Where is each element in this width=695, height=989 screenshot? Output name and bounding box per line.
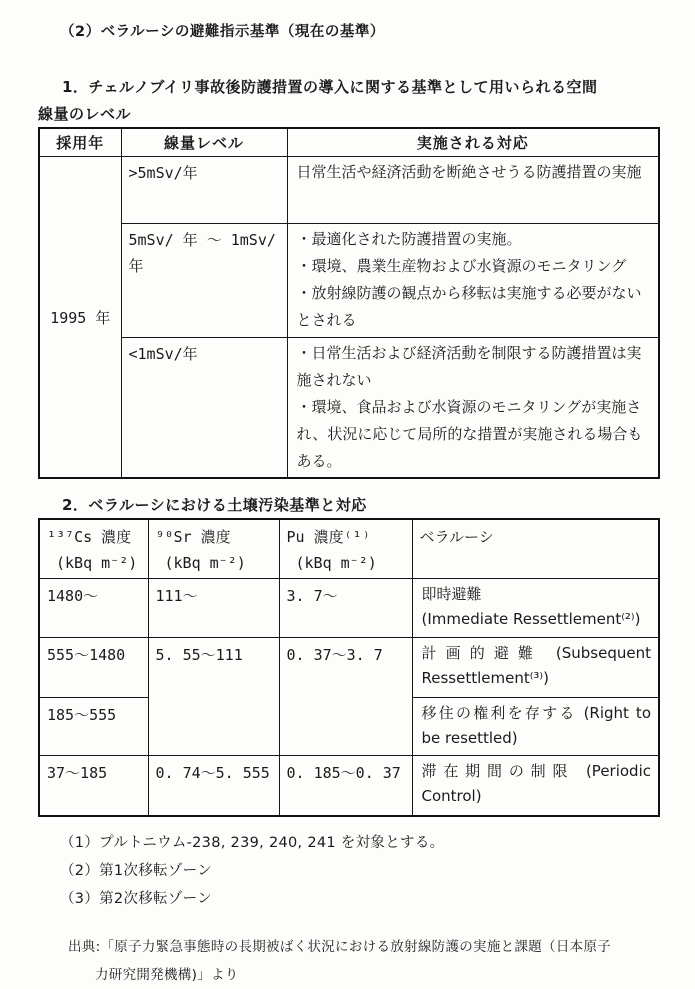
response-line: 日常生活や経済活動を断絶させうる防護措置の実施	[296, 163, 642, 181]
dose-level-cell: >5mSv/年	[121, 157, 287, 224]
measure-line: be resettled)	[421, 729, 518, 747]
measure-line: Ressettlement⁽³⁾)	[421, 669, 549, 687]
header-line: Pu 濃度⁽¹⁾	[286, 528, 371, 546]
belarus-measure-cell	[412, 698, 659, 756]
sr90-value-cell: 5. 55～111	[148, 638, 279, 756]
cs137-value-cell: 37～185	[39, 756, 148, 817]
dose-rate-criteria-table	[38, 127, 660, 479]
adoption-year-cell: 1995 年	[39, 157, 121, 479]
cs137-value-cell: 555～1480	[39, 638, 148, 698]
table2-row-periodic-control	[39, 756, 659, 817]
table2-header-belarus	[412, 519, 659, 579]
cs137-value-cell: 1480～	[39, 579, 148, 638]
response-cell	[287, 157, 659, 224]
table1-header-dose-level: 線量レベル	[121, 128, 287, 157]
belarus-measure-cell	[412, 756, 659, 817]
footnote-3: （3）第2次移転ゾーン	[60, 891, 212, 907]
cs137-value-cell: 185～555	[39, 698, 148, 756]
source-line-1: 出典:「原子力緊急事態時の長期被ばく状況における放射線防護の実施と課題（日本原子	[68, 939, 612, 955]
response-line: ・環境、農業生産物および水資源のモニタリング	[296, 257, 627, 275]
dose-level-cell: <1mSv/年	[121, 338, 287, 479]
header-line: ¹³⁷Cs 濃度	[47, 528, 132, 546]
section2-heading: 2．ベラルーシにおける土壌汚染基準と対応	[62, 496, 367, 514]
table1-header-row	[39, 128, 659, 157]
soil-contamination-table	[38, 518, 660, 817]
table2-header-cs137	[39, 519, 148, 579]
measure-line: 計画的避難 (Subsequent	[421, 644, 651, 662]
section1-heading-line2: 線量のレベル	[38, 105, 132, 123]
table1-row-gt5msv	[39, 157, 659, 224]
table2-row-subsequent	[39, 638, 659, 698]
header-line: (kBq m⁻²)	[295, 554, 377, 572]
measure-line: 滞在期間の制限 (Periodic	[421, 762, 651, 780]
section1-heading-line1: 1．チェルノブイリ事故後防護措置の導入に関する基準として用いられる空間	[62, 78, 598, 96]
table2-header-row	[39, 519, 659, 579]
response-cell	[287, 224, 659, 338]
table1-header-adoption-year: 採用年	[39, 128, 121, 157]
header-line: ⁹⁰Sr 濃度	[155, 528, 231, 546]
pu-value-cell: 3. 7～	[279, 579, 412, 638]
belarus-measure-cell	[412, 638, 659, 698]
header-line: ベラルーシ	[419, 528, 494, 546]
sr90-value-cell: 0. 74～5. 555	[148, 756, 279, 817]
footnote-1: （1）プルトニウム-238, 239, 240, 241 を対象とする。	[60, 835, 445, 851]
source-citation	[68, 933, 658, 989]
response-line: ・最適化された防護措置の実施。	[296, 230, 522, 248]
measure-line: 即時避難	[421, 585, 482, 603]
table2-header-sr90	[148, 519, 279, 579]
header-line: (kBq m⁻²)	[164, 554, 246, 572]
measure-line: (Immediate Ressettlement⁽²⁾)	[421, 610, 641, 628]
table2-row-immediate	[39, 579, 659, 638]
sr90-value-cell: 111～	[148, 579, 279, 638]
response-line: ・環境、食品および水資源のモニタリングが実施され、状況に応じて局所的な措置が実施される場合もある。	[296, 398, 643, 470]
table1-row-lt1msv	[39, 338, 659, 479]
belarus-measure-cell	[412, 579, 659, 638]
header-line: (kBq m⁻²)	[56, 554, 138, 572]
measure-line: 移住の権利を存する (Right to	[421, 704, 651, 722]
table1-header-response: 実施される対応	[287, 128, 659, 157]
footnotes	[60, 829, 658, 913]
table2-header-pu	[279, 519, 412, 579]
source-line-2: 力研究開発機構)」より	[95, 967, 239, 983]
response-line: ・放射線防護の観点から移転は実施する必要がないとされる	[296, 284, 642, 329]
measure-line: Control)	[421, 787, 482, 805]
table1-row-5to1msv	[39, 224, 659, 338]
response-line: ・日常生活および経済活動を制限する防護措置は実施されない	[296, 344, 642, 389]
pu-value-cell: 0. 185～0. 37	[279, 756, 412, 817]
pu-value-cell: 0. 37～3. 7	[279, 638, 412, 756]
page-title: （2）ベラルーシの避難指示基準（現在の基準）	[60, 24, 385, 40]
footnote-2: （2）第1次移転ゾーン	[60, 863, 212, 879]
dose-level-cell: 5mSv/ 年 ～ 1mSv/ 年	[121, 224, 287, 338]
response-cell	[287, 338, 659, 479]
